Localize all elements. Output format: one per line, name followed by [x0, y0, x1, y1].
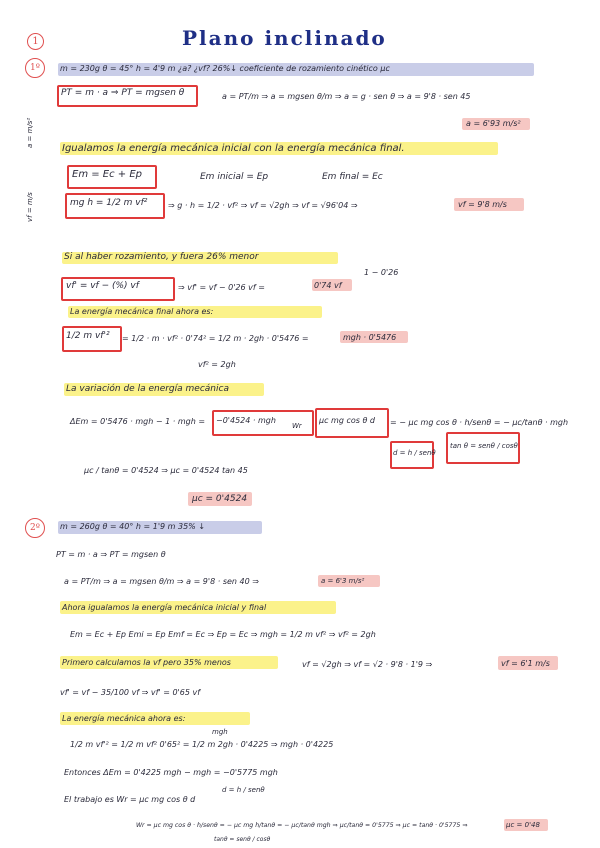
subsection-1-circle: 1º: [25, 58, 45, 78]
given-data-1: m = 230g θ = 45° h = 4'9 m ¿a? ¿vf? 26%↓ coeficiente de rozamiento cinético μc: [60, 64, 390, 73]
vprime-chain: ⇒ vf' = vf − 0'26 vf =: [178, 283, 265, 292]
em-initial: Em inicial = Ep: [200, 172, 269, 182]
half-chain: = 1/2 · m · vf² · 0'74² = 1/2 m · 2gh · 0'5476 =: [122, 334, 309, 343]
then-line: Entonces ΔEm = 0'4225 mgh − mgh = −0'5775 mgh: [64, 768, 278, 777]
formula-d: d = h / senθ: [393, 449, 436, 457]
vprime-note: 1 − 0'26: [364, 268, 399, 277]
mu-result: μc = 0'4524: [192, 494, 248, 504]
formula-half: 1/2 m vf'²: [66, 331, 110, 341]
variation-statement: La variación de la energía mecánica: [66, 384, 229, 394]
section-number-circle: 1: [27, 33, 44, 50]
energy-line-2: Em = Ec + Ep Emi = Ep Emf = Ec ⇒ Ep = Ec ⇒ mgh = 1/2 m vf² ⇒ vf² = 2gh: [70, 630, 376, 639]
delta-box-1-text: −0'4524 · mgh: [216, 416, 276, 425]
final-energy-statement: La energía mecánica final ahora es:: [70, 307, 214, 316]
vf-result-2: vf = 6'1 m/s: [501, 659, 550, 668]
vprime-2: vf' = vf − 35/100 vf ⇒ vf' = 0'65 vf: [60, 688, 201, 697]
acceleration-result: a = 6'93 m/s²: [466, 119, 521, 128]
now-statement: La energía mecánica ahora es:: [62, 714, 186, 723]
vprime-result: 0'74 vf: [314, 281, 342, 290]
formula-em: Em = Ec + Ep: [72, 169, 143, 180]
friction-statement: Si al haber rozamiento, y fuera 26% menor: [64, 252, 259, 262]
energy-statement: Igualamos la energía mecánica inicial con la energía mecánica final.: [62, 143, 405, 154]
energy-statement-2: Ahora igualamos la energía mecánica inicial y final: [62, 603, 267, 612]
half-top-2: mgh: [212, 728, 228, 736]
given-data-2: m = 260g θ = 40° h = 1'9 m 35% ↓: [60, 522, 206, 531]
side-note-a: a = m/s²: [26, 117, 34, 148]
formula-pt: PT = m · a ⇒ PT = mgsen θ: [61, 88, 185, 98]
formula-vprime: vf' = vf − (%) vf: [66, 281, 139, 291]
work-line: El trabajo es Wr = μc mg cos θ d: [64, 795, 196, 804]
final-chain: Wr = μc mg cos θ · h/senθ = − μc mg h/tanθ = − μc/tanθ mgh ⇒ μc/tanθ = 0'5775 ⇒ μc = tanθ · 0'5775 ⇒: [136, 822, 468, 829]
subsection-2-circle: 2º: [25, 518, 45, 538]
first-statement: Primero calculamos la vf pero 35% menos: [62, 658, 231, 667]
acceleration-equation-2: a = PT/m ⇒ a = mgsen θ/m ⇒ a = 9'8 · sen 40 ⇒: [64, 577, 259, 586]
acceleration-equation: a = PT/m ⇒ a = mgsen θ/m ⇒ a = g · sen θ ⇒ a = 9'8 · sen 45: [222, 92, 471, 101]
acceleration-result-2: a = 6'3 m/s²: [321, 577, 365, 585]
delta-wr: Wr: [292, 422, 302, 430]
vf-chain: ⇒ g · h = 1/2 · vf² ⇒ vf = √2gh ⇒ vf = √96'04 ⇒: [168, 201, 358, 210]
vf-chain-2: vf = √2gh ⇒ vf = √2 · 9'8 · 1'9 ⇒: [302, 660, 433, 669]
formula-mgh: mg h = 1/2 m vf²: [70, 198, 148, 208]
page-title: Plano inclinado: [182, 26, 387, 50]
final-sub: tanθ = senθ / cosθ: [214, 836, 271, 843]
vf-result: vf = 9'8 m/s: [458, 200, 507, 209]
pt-2: PT = m · a ⇒ PT = mgsen θ: [56, 550, 166, 559]
side-note-v: vf = m/s: [26, 192, 34, 222]
delta-rest: = − μc mg cos θ · h/senθ = − μc/tanθ · mgh: [390, 418, 569, 427]
formula-tan: tan θ = senθ / cosθ: [450, 442, 518, 450]
mu-equation: μc / tanθ = 0'4524 ⇒ μc = 0'4524 tan 45: [84, 466, 248, 475]
work-note: d = h / senθ: [222, 786, 265, 794]
half-line-2: 1/2 m vf'² = 1/2 m vf² 0'65² = 1/2 m 2gh · 0'4225 ⇒ mgh · 0'4225: [70, 740, 334, 749]
half-result: mgh · 0'5476: [343, 333, 397, 342]
half-substitution: vf² = 2gh: [198, 360, 236, 369]
delta-equation: ΔEm = 0'5476 · mgh − 1 · mgh =: [70, 417, 206, 426]
final-result: μc = 0'48: [506, 821, 540, 829]
delta-box-2-text: μc mg cos θ d: [319, 416, 375, 425]
em-final: Em final = Ec: [322, 172, 383, 182]
